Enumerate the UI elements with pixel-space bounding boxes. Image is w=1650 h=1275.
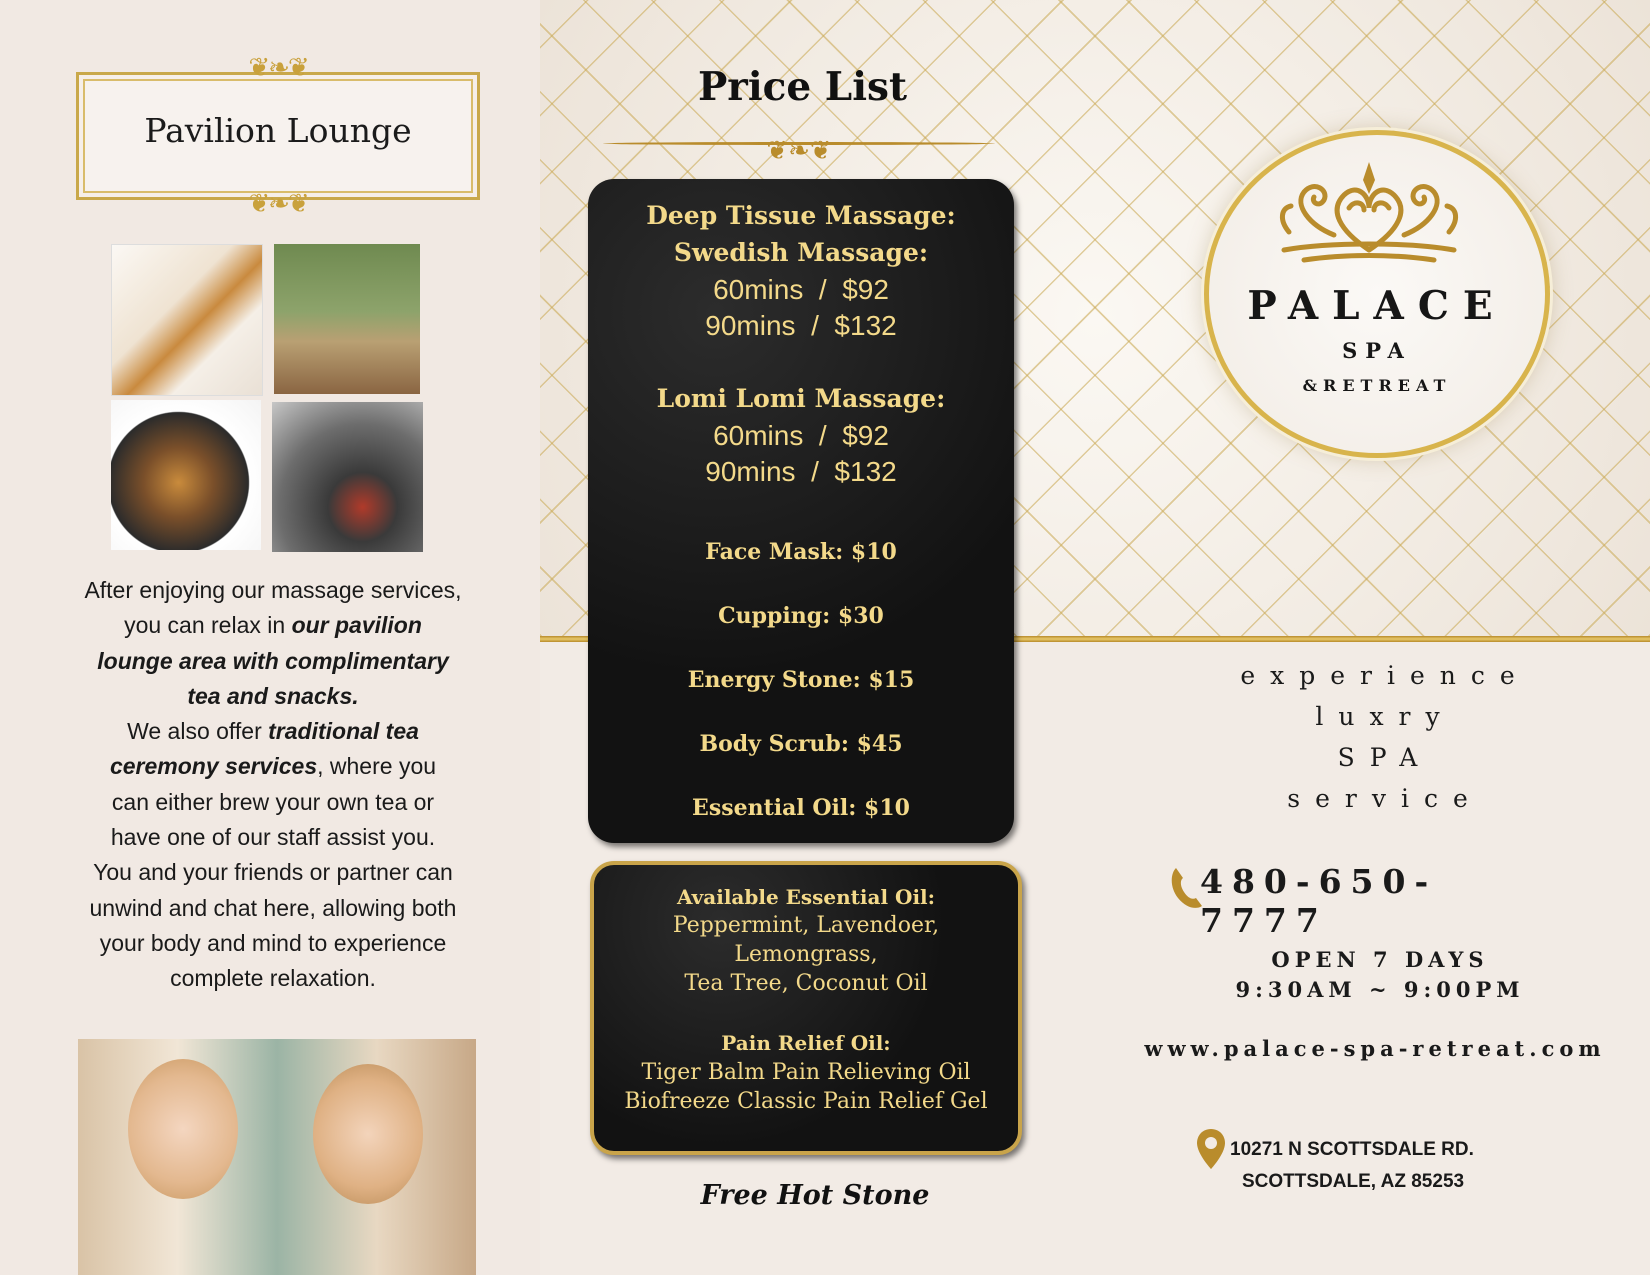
phone-number: 480-650-7777 [1200,862,1438,940]
lounge-text-run: You and your friends or partner can [93,859,453,886]
lounge-title-frame [76,53,480,219]
lounge-text-emphasis: lounge area with complimentary [97,647,449,674]
photo-snack-tray [111,244,263,396]
swedish-label: Swedish Massage: [673,238,929,267]
left-panel [0,0,540,1275]
lounge-text-line [58,785,488,820]
phone-icon [1168,866,1204,910]
massage-2-price-90: 90mins / $132 [705,456,897,487]
lounge-text-emphasis: our pavilion [291,612,422,639]
brand-retreat: &RETREAT [1302,376,1452,395]
lounge-text-run: complete relaxation. [170,965,376,992]
lounge-description [58,573,488,997]
photo-steaming-teapot [272,402,423,552]
lounge-text-line [58,891,488,926]
lounge-text-run: , where you [317,753,437,780]
lounge-text-line [58,714,488,749]
pain-line-2: Biofreeze Classic Pain Relief Gel [624,1089,988,1114]
free-hot-stone-note: Free Hot Stone [700,1180,930,1211]
oil-line-2: Lemongrass, [734,942,878,967]
tagline-experience: experience [1240,661,1530,690]
oil-line-3: Tea Tree, Coconut Oil [684,971,928,996]
lounge-text-line [58,644,488,679]
hours-days: OPEN 7 DAYS [1271,947,1489,972]
lounge-text-line [58,608,488,643]
flourish-bottom-icon: ❦❧❦ [248,189,308,219]
lounge-text-run: you can relax in [124,612,292,639]
oil-line-1: Peppermint, Lavendoer, [672,913,940,938]
price-list-title: Price List [697,64,908,110]
brand-spa: SPA [1342,338,1412,363]
tagline-service: service [1287,784,1483,813]
addon-essential-oil: Essential Oil: $10 [692,795,910,821]
photo-friends-chatting [78,1039,476,1275]
deep-tissue-label: Deep Tissue Massage: [646,201,956,230]
tagline-spa: SPA [1337,743,1433,772]
flourish-center-icon: ❦❧❦ [766,136,832,166]
lounge-text-emphasis: ceremony services [109,753,318,780]
lounge-text-run: After enjoying our massage services, [84,577,462,603]
massage-1-price-60: 60mins / $92 [713,274,889,305]
lounge-text-run: can either brew your own tea or [111,788,435,815]
title-flourish [603,136,995,168]
brand-name: PALACE [1247,283,1507,329]
lounge-text-run: unwind and chat here, allowing both [89,894,457,921]
tagline-luxry: luxry [1315,702,1455,731]
lounge-text-run: have one of our staff assist you. [110,824,436,851]
location-pin-icon [1195,1127,1227,1171]
lounge-text-line [58,749,488,784]
photo-tea-set-outdoor [274,244,420,394]
addon-body-scrub: Body Scrub: $45 [699,731,903,757]
address-line-2: SCOTTSDALE, AZ 85253 [1242,1171,1465,1192]
hours-times: 9:30AM ~ 9:00PM [1235,977,1525,1002]
person-right [313,1064,423,1204]
essential-oil-heading: Available Essential Oil: [676,885,936,909]
lounge-text-line [58,679,488,714]
lounge-text-line [58,926,488,961]
lounge-text-line [58,820,488,855]
lounge-text-run: your body and mind to experience [99,929,447,956]
lounge-text-emphasis: tea and snacks. [187,682,359,709]
website: www.palace-spa-retreat.com [1144,1036,1606,1061]
price-card [588,179,1014,843]
person-left [128,1059,238,1199]
lounge-text-line [58,855,488,890]
flourish-top-icon: ❦❧❦ [248,53,308,83]
pain-line-1: Tiger Balm Pain Relieving Oil [641,1060,971,1085]
lomi-lomi-label: Lomi Lomi Massage: [656,384,946,413]
lounge-text-line [58,573,488,608]
address-line-1: 10271 N SCOTTSDALE RD. [1230,1139,1474,1160]
pain-relief-heading: Pain Relief Oil: [721,1031,891,1055]
lounge-text-line [58,961,488,996]
addon-cupping: Cupping: $30 [718,603,884,629]
lounge-title: Pavilion Lounge [144,111,412,150]
photo-tea-maker [111,400,261,550]
massage-1-price-90: 90mins / $132 [705,310,897,341]
addon-energy-stone: Energy Stone: $15 [687,667,915,693]
massage-2-price-60: 60mins / $92 [713,420,889,451]
lounge-text-run: We also offer [127,718,269,745]
oil-card [590,861,1022,1155]
addon-face-mask: Face Mask: $10 [705,539,897,565]
crown-icon [1269,150,1469,270]
lounge-text-emphasis: traditional tea [268,718,419,745]
